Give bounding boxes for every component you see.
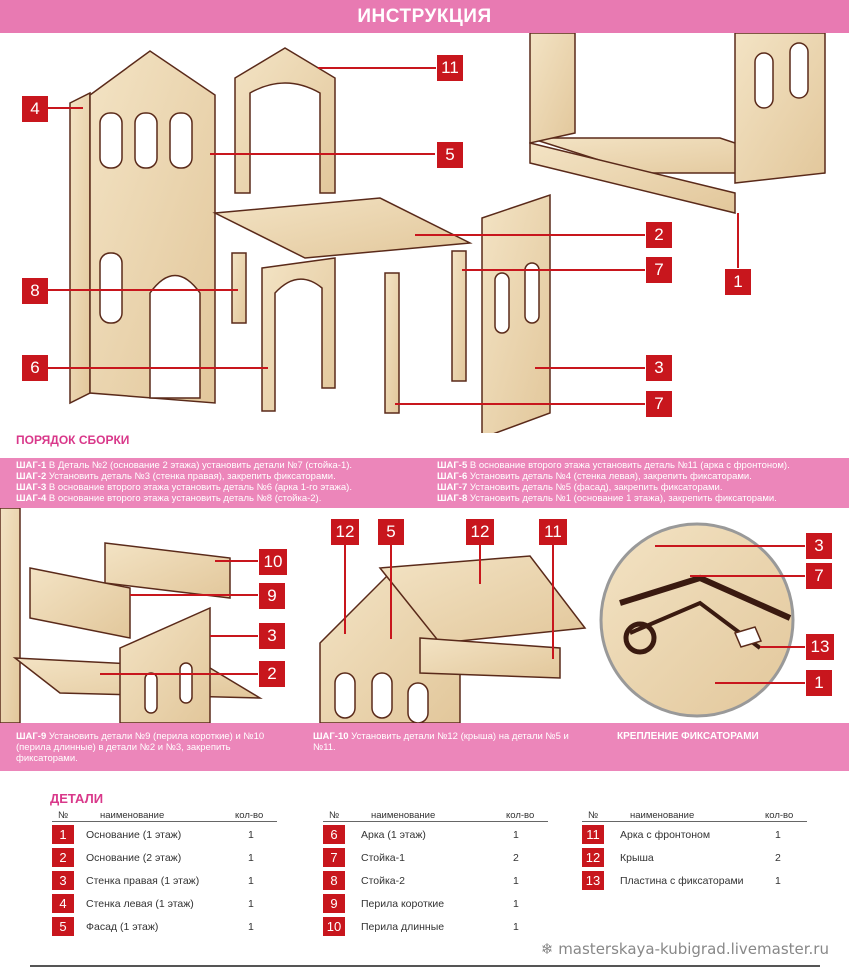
fixator-caption: КРЕПЛЕНИЕ ФИКСАТОРАМИ	[617, 731, 759, 742]
step-6: ШАГ-6 Установить деталь №4 (стенка левая), закрепить фиксаторами.	[437, 471, 752, 482]
table-row: 5 Фасад (1 этаж) 1	[52, 914, 277, 937]
part-tag: 5	[378, 519, 404, 545]
part-tag: 7	[646, 391, 672, 417]
col-num: №	[329, 810, 340, 821]
part-tag: 1	[725, 269, 751, 295]
part-tag: 10	[259, 549, 287, 575]
steps-9-10-band	[0, 723, 849, 771]
step-3: ШАГ-3 В основание второго этажа установить деталь №6 (арка 1-го этажа).	[16, 482, 352, 493]
part-tag: 3	[806, 533, 832, 559]
parts-table-2	[323, 808, 548, 937]
detail-illustrations	[0, 508, 849, 723]
col-qty: кол-во	[765, 810, 794, 821]
parts-table-3	[582, 808, 807, 891]
step-4: ШАГ-4 В основание второго этажа установить деталь №8 (стойка-2).	[16, 493, 322, 504]
part-tag: 11	[539, 519, 567, 545]
part-tag: 2	[646, 222, 672, 248]
part-tag: 7	[646, 257, 672, 283]
part-tag: 7	[806, 563, 832, 589]
part-tag: 3	[259, 623, 285, 649]
table-row: 12 Крыша 2	[582, 845, 807, 868]
table-row: 1 Основание (1 этаж) 1	[52, 822, 277, 845]
table-row: 4 Стенка левая (1 этаж) 1	[52, 891, 277, 914]
table-row: 8 Стойка-2 1	[323, 868, 548, 891]
detail-diagrams	[0, 508, 849, 723]
snowflake-icon: ❄	[540, 940, 554, 958]
col-name: наименование	[630, 810, 695, 821]
site-url: masterskaya-kubigrad.livemaster.ru	[558, 940, 829, 958]
table-row: 9 Перила короткие 1	[323, 891, 548, 914]
assembly-order-title: ПОРЯДОК СБОРКИ	[16, 433, 130, 447]
col-num: №	[58, 810, 69, 821]
col-name: наименование	[371, 810, 436, 821]
col-qty: кол-во	[235, 810, 264, 821]
part-tag: 12	[466, 519, 494, 545]
step-9: ШАГ-9 Установить детали №9 (перила короткие) и №10 (перила длинные) в детали №2 и №3, закрепить фиксаторами.	[16, 731, 265, 764]
table-row: 11 Арка с фронтоном 1	[582, 822, 807, 845]
col-num: №	[588, 810, 599, 821]
table-row: 13 Пластина с фиксаторами 1	[582, 868, 807, 891]
site-watermark	[541, 940, 829, 958]
assembly-steps-band	[0, 458, 849, 508]
parts-table-header	[323, 808, 548, 822]
table-row: 7 Стойка-1 2	[323, 845, 548, 868]
table-row: 3 Стенка правая (1 этаж) 1	[52, 868, 277, 891]
part-tag: 9	[259, 583, 285, 609]
part-tag: 2	[259, 661, 285, 687]
step-8: ШАГ-8 Установить деталь №1 (основание 1 этажа), закрепить фиксаторами.	[437, 493, 777, 504]
part-tag: 8	[22, 278, 48, 304]
part-tag: 4	[22, 96, 48, 122]
part-tag: 11	[437, 55, 463, 81]
table-row: 10 Перила длинные 1	[323, 914, 548, 937]
part-tag: 13	[806, 634, 834, 660]
step-10: ШАГ-10 Установить детали №12 (крыша) на детали №5 и №11.	[313, 731, 569, 753]
parts-table-header	[582, 808, 807, 822]
page-title: ИНСТРУКЦИЯ	[0, 0, 849, 33]
part-tag: 1	[806, 670, 832, 696]
parts-title: ДЕТАЛИ	[50, 791, 104, 806]
table-row: 2 Основание (2 этаж) 1	[52, 845, 277, 868]
step-5: ШАГ-5 В основание второго этажа установить деталь №11 (арка с фронтоном).	[437, 460, 790, 471]
step-1: ШАГ-1 В Деталь №2 (основание 2 этажа) установить детали №7 (стойка-1).	[16, 460, 353, 471]
col-qty: кол-во	[506, 810, 535, 821]
table-row: 6 Арка (1 этаж) 1	[323, 822, 548, 845]
parts-table-1	[52, 808, 277, 937]
part-tag: 6	[22, 355, 48, 381]
parts-table-header	[52, 808, 277, 822]
step-2: ШАГ-2 Установить деталь №3 (стенка правая), закрепить фиксаторами.	[16, 471, 336, 482]
col-name: наименование	[100, 810, 165, 821]
footer-divider	[30, 965, 820, 967]
exploded-assembly-diagram	[0, 33, 849, 433]
part-tag: 3	[646, 355, 672, 381]
part-tag: 12	[331, 519, 359, 545]
part-tag: 5	[437, 142, 463, 168]
assembly-illustration	[0, 33, 849, 433]
step-7: ШАГ-7 Установить деталь №5 (фасад), закрепить фиксаторами.	[437, 482, 723, 493]
